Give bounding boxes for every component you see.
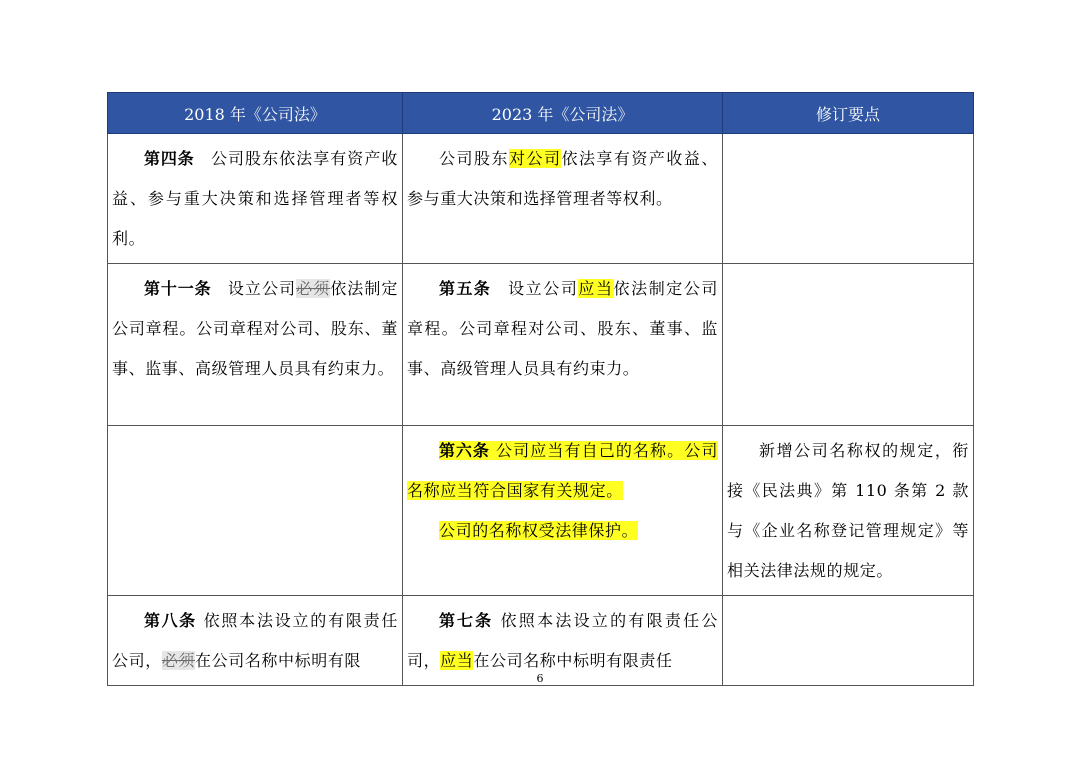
cell-2023 [403,426,723,596]
revision-note-text: 新增公司名称权的规定，衔接《民法典》第 110 条第 2 款与《企业名称登记管理规定》等相关法律法规的规定。 [727,441,969,580]
table-header-row [108,93,974,134]
article-number: 第十一条 [144,279,212,298]
article-text: 依法享有资产收益、参与重大决策和选择管理者等权利。 [407,149,718,208]
article-text: 设立公司 [227,279,297,298]
article-number: 第四条 [144,149,195,168]
cell-2018 [108,134,403,264]
article-text: 依照本法设立的有限责任公司， [112,611,399,670]
article-text: 在公司名称中标明有限 [195,651,362,670]
table-row [108,264,974,426]
article-number: 第六条 [439,441,490,460]
page-number: 6 [536,672,544,685]
article-text: 公司股东依法享有资产收益、参与重大决策和选择管理者等权利。 [112,149,398,248]
deleted-text: 必须 [296,279,331,298]
header-2023: 2023 年《公司法》 [403,93,723,134]
article-text: 依法制定公司章程。公司章程对公司、股东、董事、监事、高级管理人员具有约束力。 [407,279,719,378]
article-text: 依照本法设立的有限责任公司， [407,611,719,670]
comparison-table [107,92,974,686]
cell-2023 [403,264,723,426]
article-number: 第七条 [439,611,494,630]
highlighted-change: 公司应当有自己的名称。公司名称应当符合国家有关规定。 [407,441,719,500]
header-2018: 2018 年《公司法》 [108,93,403,134]
highlighted-change: 公司的名称权受法律保护。 [439,521,639,540]
cell-revision-note [723,134,974,264]
highlighted-change: 应当 [440,651,474,670]
article-number: 第八条 [144,611,197,630]
article-text: 依法制定公司章程。公司章程对公司、股东、董事、监事、高级管理人员具有约束力。 [112,279,399,378]
article-text: 公司股东 [439,149,509,168]
cell-2023 [403,134,723,264]
highlighted-change: 对公司 [508,149,562,168]
article-text: 在公司名称中标明有限责任 [473,651,673,670]
article-text: 设立公司 [507,279,579,298]
highlighted-change: 应当 [578,279,614,298]
deleted-text: 必须 [161,651,196,670]
cell-revision-note [723,426,974,596]
table-row [108,426,974,596]
table-row [108,134,974,264]
cell-2018-empty [108,426,403,596]
cell-revision-note [723,264,974,426]
header-revision-points: 修订要点 [723,93,974,134]
article-number: 第五条 [439,279,492,298]
cell-2018 [108,264,403,426]
